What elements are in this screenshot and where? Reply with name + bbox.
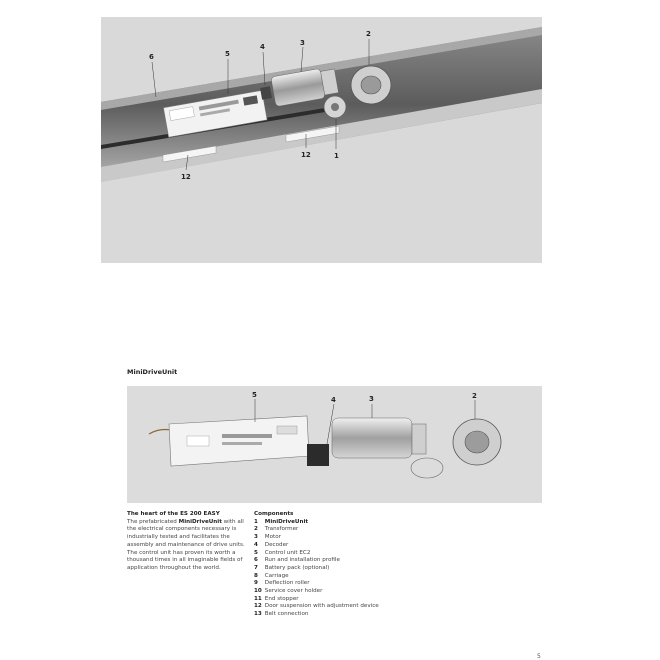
component-item [254, 565, 424, 573]
callout-4: 4 [331, 396, 336, 404]
paragraph-1-rest: with all the electrical components necessary is industrially tested and facilitates the assembly and maintenance of drive units. [127, 518, 245, 548]
description-paragraph-2: The control unit has proven its worth a thousand times in all imaginable fields of application throughout the world. [127, 549, 243, 571]
description-column [127, 511, 245, 573]
components-list [254, 519, 424, 619]
components-column [254, 511, 424, 619]
component-item [254, 596, 424, 604]
component-number: 7 [254, 564, 258, 571]
component-item [254, 588, 424, 596]
callout-2: 2 [366, 30, 371, 38]
component-label: Belt connection [264, 611, 309, 618]
drive-unit-illustration [101, 17, 542, 263]
component-number: 11 [254, 595, 262, 602]
component-number: 1 [254, 518, 258, 525]
component-number: 10 [254, 588, 262, 595]
transformer-core [361, 76, 381, 94]
description-paragraph-1 [127, 519, 245, 550]
component-item [254, 557, 424, 565]
motor-gearbox [412, 424, 426, 454]
callout-12-left: 12 [181, 173, 191, 181]
component-item [254, 550, 424, 558]
component-label: Service cover holder [264, 588, 323, 595]
component-number: 5 [254, 549, 258, 556]
callout-3: 3 [300, 39, 305, 47]
callout-2: 2 [472, 392, 477, 400]
component-label: MiniDriveUnit [264, 518, 309, 525]
component-label: Carriage [264, 572, 289, 579]
decoder [307, 444, 329, 466]
decoder [260, 86, 272, 100]
component-label: Run and installation profile [264, 557, 340, 564]
control-unit-ec2 [169, 416, 309, 466]
component-number: 12 [254, 603, 262, 610]
component-label: Transformer [264, 526, 299, 533]
minidriveunit-photo [127, 386, 542, 503]
callout-5: 5 [225, 50, 230, 58]
component-item [254, 573, 424, 581]
component-label: Door suspension with adjustment device [264, 603, 379, 610]
pulley [411, 458, 443, 478]
minidriveunit-illustration [127, 386, 542, 503]
component-label: Decoder [264, 541, 289, 548]
motor [332, 418, 412, 458]
description-heading: The heart of the ES 200 EASY [127, 511, 220, 517]
paragraph-1-lead: The prefabricated [127, 518, 179, 525]
component-item [254, 611, 424, 619]
component-label: Control unit EC2 [264, 549, 311, 556]
transformer-core [465, 431, 489, 453]
component-item [254, 580, 424, 588]
component-item [254, 519, 424, 527]
component-label: End stopper [264, 595, 299, 602]
paragraph-1-product-name: MiniDriveUnit [178, 518, 222, 525]
component-number: 6 [254, 557, 258, 564]
callout-4: 4 [260, 43, 265, 51]
cable [149, 430, 171, 435]
component-label: Motor [264, 534, 281, 541]
component-label: Deflection roller [264, 580, 310, 587]
pulley-hub [331, 103, 339, 111]
component-item [254, 534, 424, 542]
callout-12-right: 12 [301, 151, 311, 159]
component-item [254, 542, 424, 550]
component-number: 3 [254, 534, 258, 541]
component-number: 8 [254, 572, 258, 579]
page-number: 5 [537, 653, 541, 660]
callout-6: 6 [149, 53, 154, 61]
component-item [254, 603, 424, 611]
component-label: Battery pack (optional) [264, 564, 330, 571]
component-number: 9 [254, 580, 258, 587]
component-number: 4 [254, 541, 258, 548]
callout-5: 5 [252, 391, 257, 399]
component-number: 2 [254, 526, 258, 533]
component-item [254, 526, 424, 534]
components-heading: Components [254, 511, 294, 517]
section-title: MiniDriveUnit [127, 368, 178, 376]
component-number: 13 [254, 611, 262, 618]
drive-unit-photo [101, 17, 542, 263]
callout-1: 1 [334, 152, 339, 160]
callout-3: 3 [369, 395, 374, 403]
